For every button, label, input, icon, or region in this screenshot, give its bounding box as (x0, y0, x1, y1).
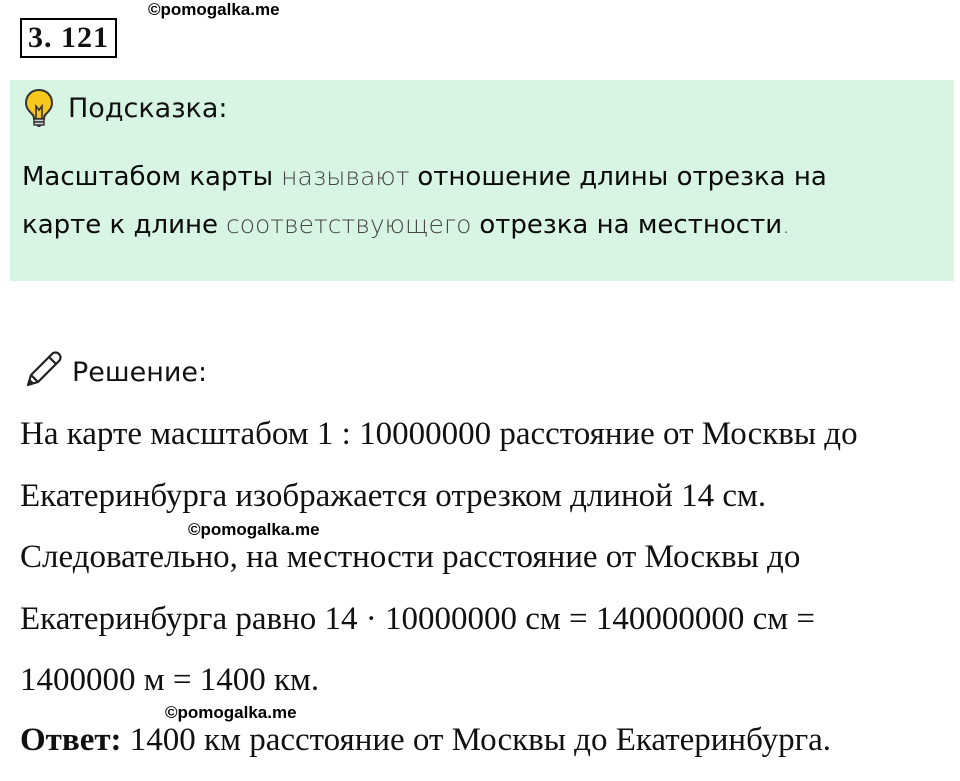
pencil-icon (22, 349, 64, 396)
hint-segment-1-3: отношение длины отрезка на (417, 162, 827, 192)
hint-line-1 (22, 153, 922, 201)
solution-line-5: 1400000 м = 1400 км. (20, 662, 320, 698)
hint-segment-1-1: Масштабом карты (22, 162, 274, 192)
solution-title: Решение: (72, 356, 208, 388)
hint-title: Подсказка: (68, 92, 228, 124)
solution-line-2: Екатеринбурга изображается отрезком длиной 14 см. (20, 478, 767, 514)
hint-segment-2-3: отрезка на местности (479, 210, 783, 240)
hint-box (10, 80, 954, 281)
watermark-top: ©pomogalka.me (148, 0, 280, 19)
answer-label: Ответ: (20, 722, 122, 758)
answer-text: 1400 км расстояние от Москвы до Екатеринбурга. (121, 722, 832, 758)
watermark-bottom: ©pomogalka.me (165, 703, 297, 722)
solution-header (22, 350, 207, 394)
hint-line-2 (22, 201, 922, 249)
hint-segment-1-2: называют (273, 162, 418, 191)
solution-line-1: На карте масштабом 1 : 10000000 расстояние от Москвы до (20, 416, 858, 452)
task-number: 3. 121 (20, 18, 117, 58)
hint-segment-2-4: . (782, 210, 791, 239)
solution-line-3: Следовательно, на местности расстояние от Москвы до (20, 539, 801, 575)
hint-segment-2-2: соответствующего (218, 210, 480, 239)
hint-segment-2-1: карте к длине (22, 210, 219, 240)
watermark-middle: ©pomogalka.me (188, 520, 320, 539)
answer-line (20, 722, 831, 759)
lightbulb-icon (24, 88, 54, 128)
hint-header (24, 88, 228, 128)
solution-line-4: Екатеринбурга равно 14 · 10000000 см = 140000000 см = (20, 601, 815, 637)
hint-text (22, 153, 922, 249)
